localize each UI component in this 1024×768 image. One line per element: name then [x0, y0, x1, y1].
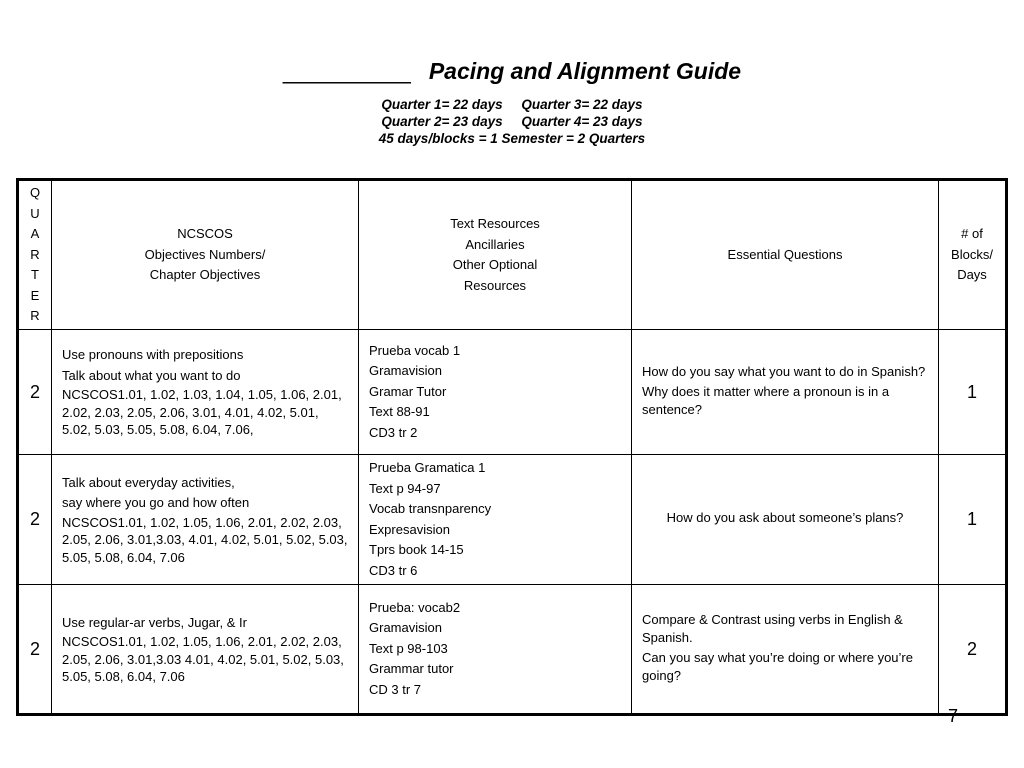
- resource-line: Expresavision: [369, 521, 450, 537]
- header-questions-line: Essential Questions: [727, 246, 843, 262]
- header-objectives: [52, 180, 359, 330]
- header-quarter-letter: Q: [29, 185, 41, 201]
- quarter-cell: 2: [18, 585, 52, 715]
- essential-question: How do you ask about someone’s plans?: [666, 510, 904, 526]
- header-blocks-line: # of: [961, 226, 983, 242]
- header-quarter-letter: R: [30, 246, 40, 262]
- page-title: [0, 58, 1024, 85]
- table-header-row: [18, 180, 1007, 330]
- objective-line: Use pronouns with prepositions: [62, 347, 244, 363]
- resource-line: Grammar tutor: [369, 661, 454, 677]
- blocks-cell: 1: [939, 330, 1007, 455]
- quarter-days-summary: [0, 96, 1024, 147]
- header-quarter-letter: E: [30, 287, 40, 303]
- header-resources-line: Resources: [463, 277, 527, 293]
- resource-line: Gramavision: [369, 363, 442, 379]
- header-objectives-line: NCSCOS: [177, 226, 233, 242]
- resources-cell: [359, 330, 632, 455]
- header-quarter: [18, 180, 52, 330]
- resource-line: Vocab transnparency: [369, 501, 492, 516]
- title-blank-line: __________: [282, 58, 411, 84]
- header-resources-line: Other Optional: [452, 257, 538, 272]
- objective-line: say where you go and how often: [62, 495, 250, 511]
- header-quarter-letter: T: [31, 267, 39, 283]
- header-resources-line: Text Resources: [450, 216, 540, 231]
- questions-cell: [632, 585, 939, 715]
- header-essential-questions: [632, 180, 939, 330]
- blocks-cell: 2: [939, 585, 1007, 715]
- resource-line: Prueba vocab 1: [369, 342, 461, 358]
- header-blocks-line: Days: [957, 267, 987, 283]
- header-objectives-line: Chapter Objectives: [149, 267, 261, 283]
- resource-line: CD 3 tr 7: [369, 681, 422, 697]
- resource-line: Gramar Tutor: [369, 383, 447, 399]
- questions-cell: [632, 455, 939, 585]
- questions-cell: [632, 330, 939, 455]
- resource-line: Text p 98-103: [369, 640, 448, 656]
- table-row: [18, 330, 1007, 455]
- resource-line: Prueba: vocab2: [369, 599, 461, 615]
- header-quarter-letter: A: [30, 226, 40, 242]
- header-blocks-line: Blocks/: [951, 246, 993, 262]
- objective-standards: NCSCOS1.01, 1.02, 1.05, 1.06, 2.01, 2.02, 2.03, 2.05, 2.06, 3.01,3.03, 4.01, 4.02, 5.01, 5.02, 5.03, 5.05, 5.08, 6.04, 7.06: [62, 514, 348, 565]
- subtitle-line: Quarter 1= 22 days Quarter 3= 22 days: [381, 97, 643, 112]
- essential-question: How do you say what you want to do in Spanish?: [642, 363, 926, 379]
- header-quarter-letter: R: [30, 308, 40, 324]
- objective-line: Talk about what you want to do: [62, 367, 241, 383]
- blocks-cell: 1: [939, 455, 1007, 585]
- quarter-cell: 2: [18, 330, 52, 455]
- resource-line: CD3 tr 6: [369, 562, 418, 578]
- essential-question: Why does it matter where a pronoun is in a sentence?: [642, 384, 890, 417]
- resource-line: Tprs book 14-15: [369, 542, 464, 557]
- pacing-guide-table: [16, 178, 1008, 716]
- resources-cell: [359, 585, 632, 715]
- subtitle-line: 45 days/blocks = 1 Semester = 2 Quarters: [378, 131, 646, 146]
- objectives-cell: [52, 455, 359, 585]
- title-text: Pacing and Alignment Guide: [428, 58, 742, 84]
- page-number: 7: [948, 706, 959, 726]
- objective-standards: NCSCOS1.01, 1.02, 1.05, 1.06, 2.01, 2.02, 2.03, 2.05, 2.06, 3.01,3.03 4.01, 4.02, 5.01, 5.02, 5.03, 5.05, 5.08, 6.04, 7.06: [62, 634, 344, 684]
- resource-line: Gramavision: [369, 620, 442, 636]
- header-resources: [359, 180, 632, 330]
- table-row: [18, 585, 1007, 715]
- header-objectives-line: Objectives Numbers/: [144, 246, 266, 262]
- objectives-cell: [52, 330, 359, 455]
- objective-standards: NCSCOS1.01, 1.02, 1.03, 1.04, 1.05, 1.06, 2.01, 2.02, 2.03, 2.05, 2.06, 3.01, 4.01, 4.02, 5.01, 5.02, 5.03, 5.05, 5.08, 6.04, 7.06,: [62, 387, 342, 438]
- resource-line: Text 88-91: [369, 404, 430, 420]
- subtitle-line: Quarter 2= 23 days Quarter 4= 23 days: [381, 114, 643, 129]
- resource-line: CD3 tr 2: [369, 424, 418, 440]
- objective-line: Use regular-ar verbs, Jugar, & Ir: [62, 614, 247, 630]
- header-blocks: [939, 180, 1007, 330]
- resource-line: Text p 94-97: [369, 480, 441, 496]
- essential-question: Compare & Contrast using verbs in English & Spanish.: [642, 612, 903, 645]
- resource-line: Prueba Gramatica 1: [369, 460, 486, 475]
- header-resources-line: Ancillaries: [465, 236, 525, 252]
- header-quarter-letter: U: [30, 205, 40, 221]
- quarter-cell: 2: [18, 455, 52, 585]
- essential-question: Can you say what you’re doing or where you’re going?: [642, 650, 913, 683]
- objective-line: Talk about everyday activities,: [62, 474, 235, 490]
- objectives-cell: [52, 585, 359, 715]
- table-row: [18, 455, 1007, 585]
- resources-cell: [359, 455, 632, 585]
